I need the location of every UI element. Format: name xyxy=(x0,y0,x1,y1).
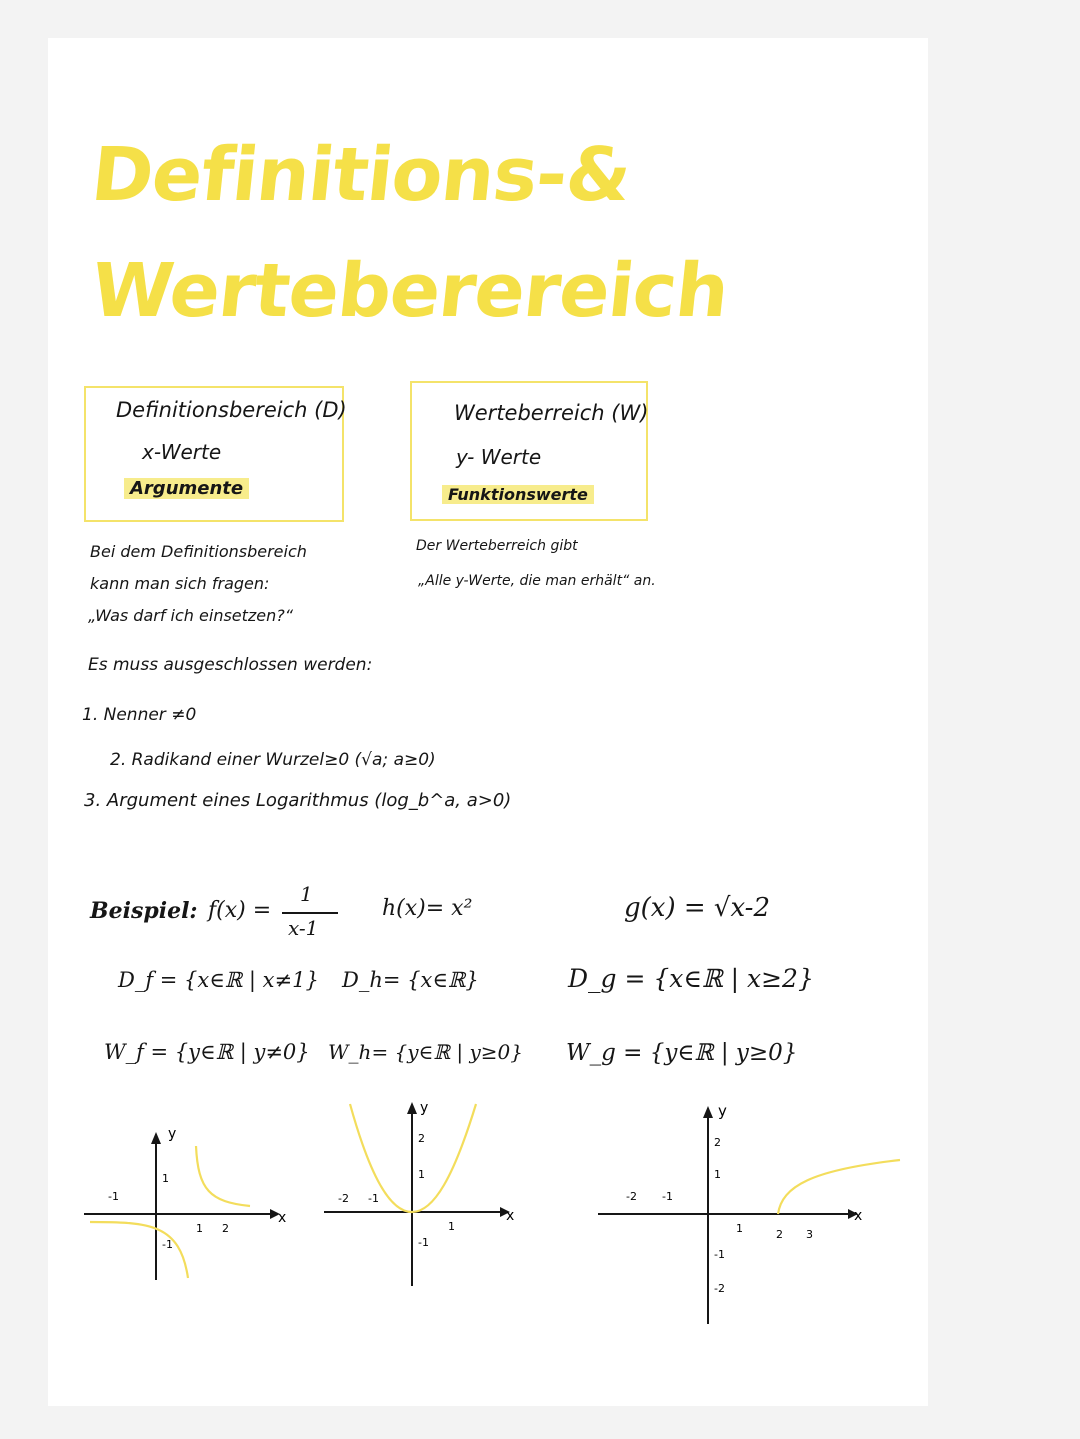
wertebereich-box xyxy=(410,381,648,521)
exclusion-rule-2: 2. Radikand einer Wurzel≥0 (√a; a≥0) xyxy=(110,750,436,770)
graph-f xyxy=(70,1110,300,1300)
f-denominator: x-1 xyxy=(288,916,319,940)
graph-h-tick-1-x: 1 xyxy=(448,1220,455,1233)
h-domain: D_h= {x∈ℝ} xyxy=(342,968,479,992)
graph-g-x-label: x xyxy=(854,1208,863,1224)
f-range: W_f = {y∈ℝ | y≠0} xyxy=(104,1040,310,1064)
graph-g-y-label: y xyxy=(718,1102,727,1120)
graph-h-tick-neg2-x: -2 xyxy=(338,1192,349,1205)
f-numerator: 1 xyxy=(300,882,313,906)
def-note-line-1: Bei dem Definitionsbereich xyxy=(90,542,307,561)
def-note-line-3: „Was darf ich einsetzen?“ xyxy=(88,606,294,625)
graph-h-tick-neg1-x: -1 xyxy=(368,1192,379,1205)
graph-f-tick-1-x: 1 xyxy=(196,1222,203,1235)
example-label: Beispiel: xyxy=(90,898,198,924)
graph-g-tick-1-y: 1 xyxy=(714,1168,721,1181)
graph-h-tick-1-y: 1 xyxy=(418,1168,425,1181)
definitionsbereich-box xyxy=(84,386,347,522)
def-note-line-2: kann man sich fragen: xyxy=(90,574,270,593)
graph-h-y-label: y xyxy=(420,1100,429,1116)
graph-f-tick-neg1-x: -1 xyxy=(108,1190,119,1203)
f-domain: D_f = {x∈ℝ | x≠1} xyxy=(118,968,319,992)
graph-g-tick-3-x: 3 xyxy=(806,1228,813,1241)
graph-g-tick-neg1-x: -1 xyxy=(662,1190,673,1203)
graph-g-tick-1-x: 1 xyxy=(736,1222,743,1235)
title-line-2: Werteberereich xyxy=(87,248,733,334)
exclusion-heading: Es muss ausgeschlossen werden: xyxy=(88,655,373,675)
exclusion-rule-3: 3. Argument eines Logarithmus (log_b^a, a>0) xyxy=(84,790,512,811)
wert-note-line-1: Der Werteberreich gibt xyxy=(416,538,578,554)
def-box-highlight: Argumente xyxy=(124,478,249,499)
graph-f-y-arrow xyxy=(151,1132,161,1144)
exclusion-rule-1: 1. Nenner ≠0 xyxy=(82,705,197,725)
def-box-x-values: x-Werte xyxy=(142,440,222,464)
f-fraction-bar xyxy=(282,912,338,914)
graph-h xyxy=(320,1096,530,1296)
graph-f-x-label: x xyxy=(278,1210,287,1226)
graph-f-tick-neg1-y: -1 xyxy=(162,1238,173,1251)
def-box-heading: Definitionsbereich (D) xyxy=(116,398,347,422)
f-definition-name: f(x) = xyxy=(208,898,272,923)
graph-g-tick-neg2-y: -2 xyxy=(714,1282,725,1295)
graph-g xyxy=(592,1096,902,1326)
graph-g-curve xyxy=(778,1160,900,1214)
wert-box-heading: Werteberreich (W) xyxy=(454,401,649,425)
graph-f-curve-left xyxy=(90,1222,188,1278)
graph-h-y-arrow xyxy=(407,1102,417,1114)
h-definition: h(x)= x² xyxy=(382,896,473,921)
g-definition: g(x) = √x-2 xyxy=(624,893,771,923)
graph-f-curve-right xyxy=(196,1146,250,1206)
g-domain: D_g = {x∈ℝ | x≥2} xyxy=(568,964,814,993)
graph-f-tick-1-y: 1 xyxy=(162,1172,169,1185)
wert-box-y-values: y- Werte xyxy=(456,445,542,469)
g-range: W_g = {y∈ℝ | y≥0} xyxy=(566,1040,798,1066)
title-line-1: Definitions-& xyxy=(87,132,635,218)
graph-h-x-label: x xyxy=(506,1208,515,1224)
graph-h-tick-neg1-y: -1 xyxy=(418,1236,429,1249)
graph-g-tick-neg1-y: -1 xyxy=(714,1248,725,1261)
wert-note-line-2: „Alle y-Werte, die man erhält“ an. xyxy=(418,573,656,589)
wert-box-highlight: Funktionswerte xyxy=(442,485,594,504)
graph-g-y-arrow xyxy=(703,1106,713,1118)
graph-g-tick-2-x: 2 xyxy=(776,1228,783,1241)
graph-g-tick-2-y: 2 xyxy=(714,1136,721,1149)
graph-f-y-label: y xyxy=(168,1126,177,1142)
h-range: W_h= {y∈ℝ | y≥0} xyxy=(328,1040,523,1064)
graph-g-tick-neg2-x: -2 xyxy=(626,1190,637,1203)
graph-f-tick-2-x: 2 xyxy=(222,1222,229,1235)
graph-h-tick-2-y: 2 xyxy=(418,1132,425,1145)
